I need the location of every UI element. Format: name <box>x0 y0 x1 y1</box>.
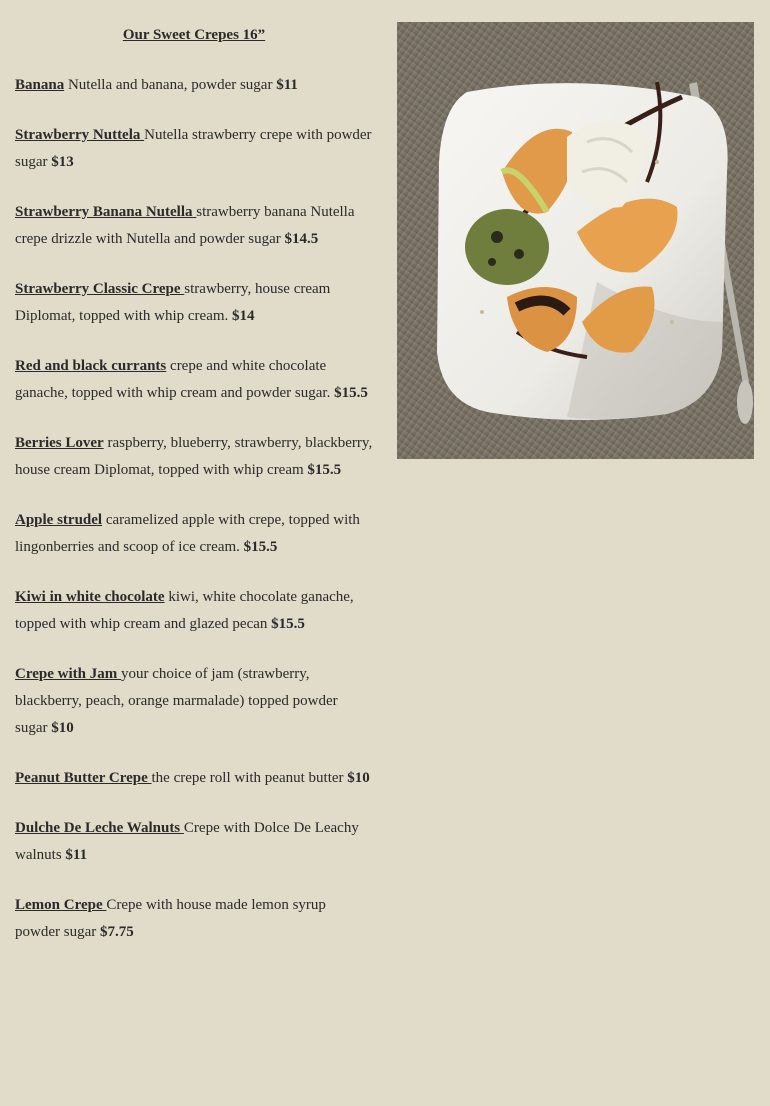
menu-item-crepe-with-jam <box>15 661 373 742</box>
item-description: strawberry banana Nutella crepe drizzle with Nutella and powder sugar <box>15 204 355 247</box>
item-name: Strawberry Nuttela <box>15 127 145 143</box>
item-description: caramelized apple with crepe, topped with lingonberries and scoop of ice cream. <box>15 512 360 555</box>
item-price: $10 <box>347 770 370 786</box>
item-price: $15.5 <box>334 385 368 401</box>
item-name: Banana <box>15 77 65 93</box>
item-description: your choice of jam (strawberry, blackberry, peach, orange marmalade) topped powder sugar <box>15 666 338 736</box>
item-description: raspberry, blueberry, strawberry, blackberry, house cream Diplomat, topped with whip cream <box>15 435 373 478</box>
item-price: $15.5 <box>271 616 305 632</box>
item-price: $13 <box>51 154 74 170</box>
item-name: Dulche De Leche Walnuts <box>15 820 184 836</box>
menu-item-banana <box>15 72 373 99</box>
item-name: Strawberry Banana Nutella <box>15 204 197 220</box>
menu-item-strawberry-nuttela <box>15 122 373 176</box>
item-description: Nutella and banana, powder sugar <box>64 77 277 93</box>
menu-item-strawberry-classic-crepe <box>15 276 373 330</box>
item-price: $14 <box>232 308 255 324</box>
item-description: crepe and white chocolate ganache, topped with whip cream and powder sugar. <box>15 358 335 401</box>
item-description: Crepe with Dolce De Leachy walnuts <box>15 820 359 863</box>
crepe-menu <box>15 22 373 969</box>
menu-title: Our Sweet Crepes 16” <box>122 27 266 43</box>
item-description: the crepe roll with peanut butter <box>151 770 348 786</box>
item-name: Apple strudel <box>15 512 103 528</box>
item-name: Lemon Crepe <box>15 897 107 913</box>
item-description: strawberry, house cream Diplomat, topped with whip cream. <box>15 281 331 324</box>
item-name: Strawberry Classic Crepe <box>15 281 185 297</box>
menu-item-dulche-de-leche-walnuts <box>15 815 373 869</box>
menu-item-peanut-butter-crepe <box>15 765 373 792</box>
item-price: $11 <box>65 847 88 863</box>
menu-item-apple-strudel <box>15 507 373 561</box>
dessert-plate-icon <box>397 22 754 459</box>
menu-item-red-and-black-currants <box>15 353 373 407</box>
item-price: $11 <box>276 77 298 93</box>
item-name: Peanut Butter Crepe <box>15 770 152 786</box>
menu-item-kiwi-in-white-chocolate <box>15 584 373 638</box>
item-name: Crepe with Jam <box>15 666 121 682</box>
menu-item-berries-lover <box>15 430 373 484</box>
item-name: Kiwi in white chocolate <box>15 589 165 605</box>
menu-item-lemon-crepe <box>15 892 373 946</box>
item-description: kiwi, white chocolate ganache, topped with whip cream and glazed pecan <box>15 589 354 632</box>
item-name: Berries Lover <box>15 435 104 451</box>
item-name: Red and black currants <box>15 358 167 374</box>
dessert-plate-photo <box>397 22 754 459</box>
item-description: Crepe with house made lemon syrup powder sugar <box>15 897 326 940</box>
item-price: $7.75 <box>99 924 134 940</box>
menu-item-strawberry-banana-nutella <box>15 199 373 253</box>
item-price: $15.5 <box>307 462 342 478</box>
item-price: $15.5 <box>243 539 278 555</box>
item-price: $10 <box>51 720 74 736</box>
item-price: $14.5 <box>284 231 319 247</box>
item-description: Nutella strawberry crepe with powder sugar <box>15 127 372 170</box>
